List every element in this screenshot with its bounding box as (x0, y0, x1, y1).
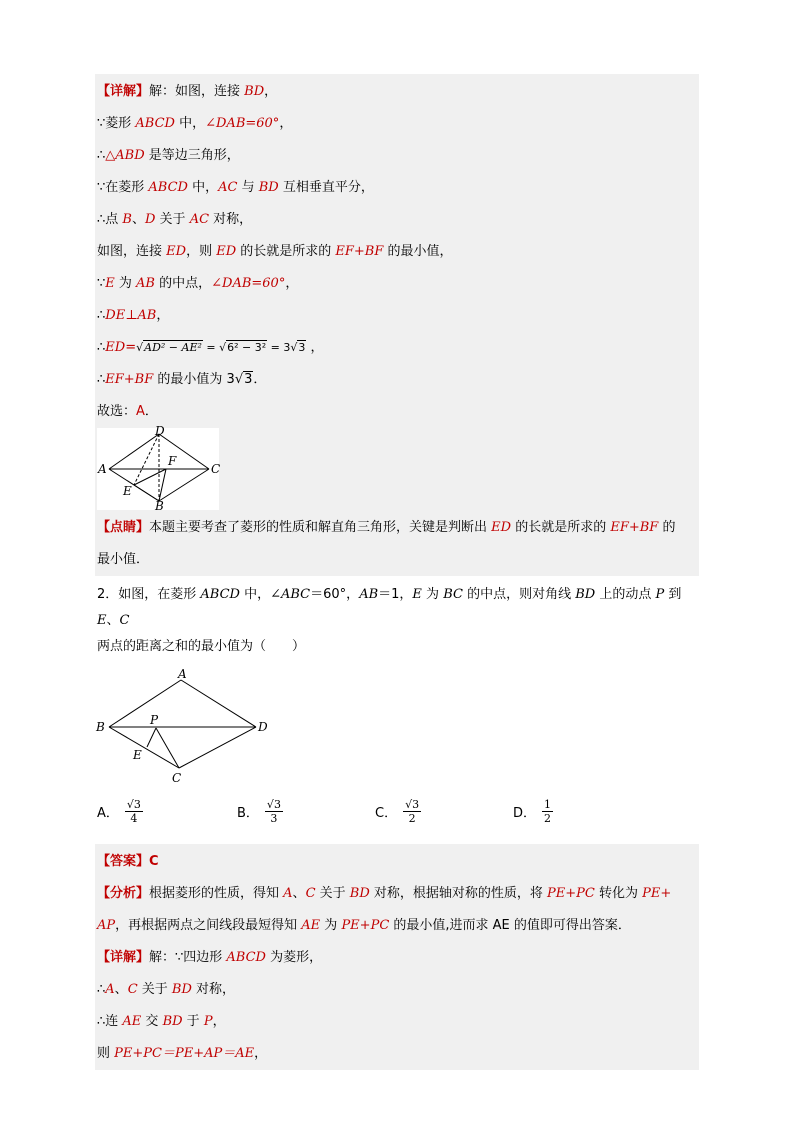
question-text: 2．如图，在菱形 ABCD 中，∠ABC＝60°，AB＝1，E 为 BC 的中点，则对角线 BD 上的动点 P 到 E、C (97, 587, 682, 628)
fraction: $\frac{√3}{3}$ (266, 797, 281, 825)
point-label: B (155, 499, 164, 513)
text-line: ∴ED=√AD² − AE² = √6² − 3² = 3√3 ， (95, 332, 699, 364)
text-line: 如图，连接 ED，则 ED 的长就是所求的 EF+BF 的最小值， (97, 244, 453, 259)
detail-tag: 【详解】 (97, 950, 150, 965)
sqrt-expression: √6² − 3² (219, 341, 267, 354)
point-label: F (168, 454, 177, 468)
text-line (95, 846, 699, 878)
text-line: 故选：A． (97, 404, 158, 419)
point-label: D (258, 720, 268, 734)
text-line: 【详解】解：∵四边形 ABCD 为菱形， (97, 950, 323, 965)
question-2 (95, 576, 699, 830)
point-label: C (172, 771, 182, 785)
text-line: ∴DE⊥AB， (97, 308, 170, 323)
answer-tag: 【答案】 (97, 854, 150, 869)
text-line: ∵E 为 AB 的中点，∠DAB=60°， (97, 276, 299, 291)
point-label: C (211, 462, 221, 476)
answer-options (95, 792, 699, 830)
question-text: 两点的距离之和的最小值为（ ） (97, 639, 306, 654)
point-label: A (98, 462, 107, 476)
option-a[interactable]: A． $\frac{√3}{4}$ (97, 797, 141, 825)
text-line: ∴△ABD 是等边三角形， (97, 148, 240, 163)
text-line: ∴A、C 关于 BD 对称， (97, 982, 236, 997)
text-line: ∴点 B、D 关于 AC 对称， (97, 212, 253, 227)
point-label: P (150, 713, 159, 727)
fraction: $\frac{√3}{2}$ (405, 797, 420, 825)
text-line: ∵菱形 ABCD 中，∠DAB=60°， (97, 116, 293, 131)
text-line: ∵在菱形 ABCD 中，AC 与 BD 互相垂直平分， (97, 180, 374, 195)
text-line: 【详解】解：如图，连接 BD， (97, 84, 278, 99)
text-line: AP，再根据两点之间线段最短得知 AE 为 PE+PC 的最小值,进而求 AE 的值即可得出答案． (97, 918, 631, 933)
text-line: 则 PE+PC＝PE+AP＝AE， (97, 1046, 268, 1061)
option-d[interactable]: D． $\frac{1}{2}$ (513, 797, 552, 825)
rhombus-figure-2 (95, 666, 275, 786)
point-label: D (155, 424, 165, 438)
solution-block-2 (95, 844, 699, 1070)
text-line: ∴连 AE 交 BD 于 P， (97, 1014, 226, 1029)
point-label: B (96, 720, 105, 734)
sqrt-expression: √3 (290, 341, 306, 354)
text-line: ∴EF+BF 的最小值为 3√3． (95, 364, 699, 396)
sqrt-expression: √AD² − AE² (136, 341, 202, 354)
fraction: $\frac{1}{2}$ (544, 797, 552, 825)
text-line: 【分析】根据菱形的性质，得知 A、C 关于 BD 对称，根据轴对称的性质，将 PE+PC 转化为 PE+ (97, 886, 672, 901)
detail-tag: 【详解】 (97, 84, 150, 99)
answer-value: C (149, 854, 159, 869)
point-label: A (178, 667, 187, 681)
note-tag: 【点睛】 (97, 520, 150, 535)
sqrt-expression: √3 (234, 372, 253, 387)
page (95, 74, 699, 1070)
text-line: 最小值． (97, 552, 150, 567)
option-b[interactable]: B． $\frac{√3}{3}$ (237, 797, 281, 825)
point-label: E (133, 748, 142, 762)
analysis-tag: 【分析】 (97, 886, 150, 901)
option-c[interactable]: C． $\frac{√3}{2}$ (375, 797, 420, 825)
fraction: $\frac{√3}{4}$ (126, 797, 141, 825)
solution-block-1 (95, 74, 699, 576)
text-line: 【点睛】本题主要考查了菱形的性质和解直角三角形，关键是判断出 ED 的长就是所求的 EF+BF 的 (97, 520, 676, 535)
point-label: E (123, 484, 132, 498)
rhombus-figure-1 (97, 424, 221, 513)
